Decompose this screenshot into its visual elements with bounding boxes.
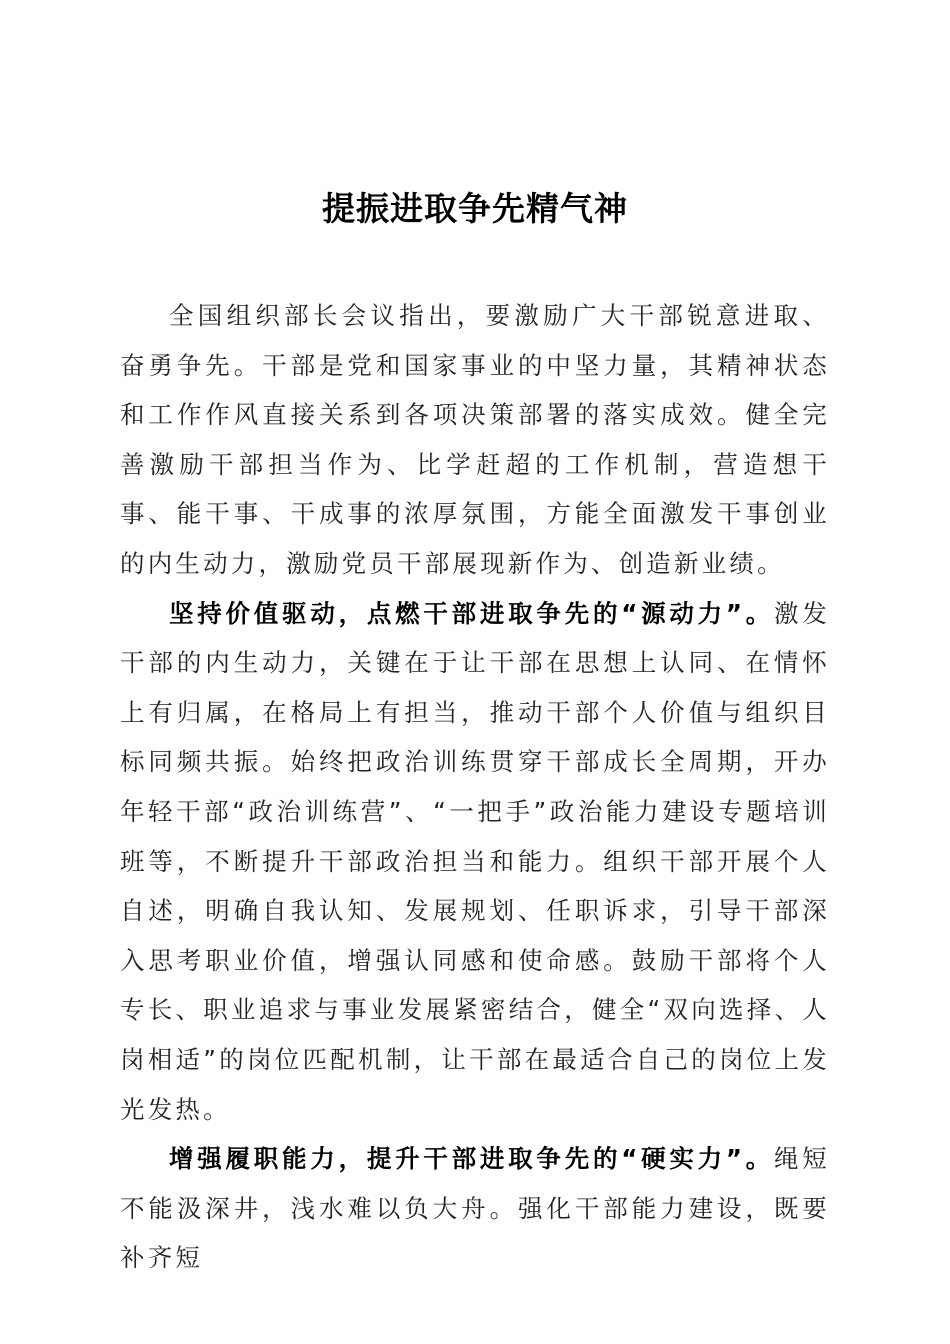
paragraph-intro (120, 291, 830, 589)
paragraph-text: 全国组织部长会议指出，要激励广大干部锐意进取、奋勇争先。干部是党和国家事业的中坚力量，其精神状态和工作作风直接关系到各项决策部署的落实成效。健全完善激励干部担当作为、比学赶超的工作机制，营造想干事、能干事、干成事的浓厚氛围，方能全面激发干事创业的内生动力，激励党员干部展现新作为、创造新业绩。 (120, 301, 830, 578)
paragraph-text: 绳短不能汲深井，浅水难以负大舟。强化干部能力建设，既要补齐短 (120, 1144, 830, 1273)
page-title: 提振进取争先精气神 (322, 189, 628, 228)
paragraph-value-driven (120, 589, 830, 1135)
paragraph-capability (120, 1134, 830, 1283)
paragraph-text: 激发干部的内生动力，关键在于让干部在思想上认同、在情怀上有归属，在格局上有担当，推动干部个人价值与组织目标同频共振。始终把政治训练贯穿干部成长全周期，开办年轻干部“政治训练营”、“一把手”政治能力建设专题培训班等，不断提升干部政治担当和能力。组织干部开展个人自述，明确自我认知、发展规划、任职诉求，引导干部深入思考职业价值，增强认同感和使命感。鼓励干部将个人专长、职业追求与事业发展紧密结合，健全“双向选择、人岗相适”的岗位匹配机制，让干部在最适合自己的岗位上发光发热。 (120, 598, 830, 1124)
section-heading: 增强履职能力，提升干部进取争先的“硬实力”。 (169, 1144, 775, 1174)
section-heading: 坚持价值驱动，点燃干部进取争先的“源动力”。 (169, 598, 775, 628)
article-body (120, 291, 830, 1283)
